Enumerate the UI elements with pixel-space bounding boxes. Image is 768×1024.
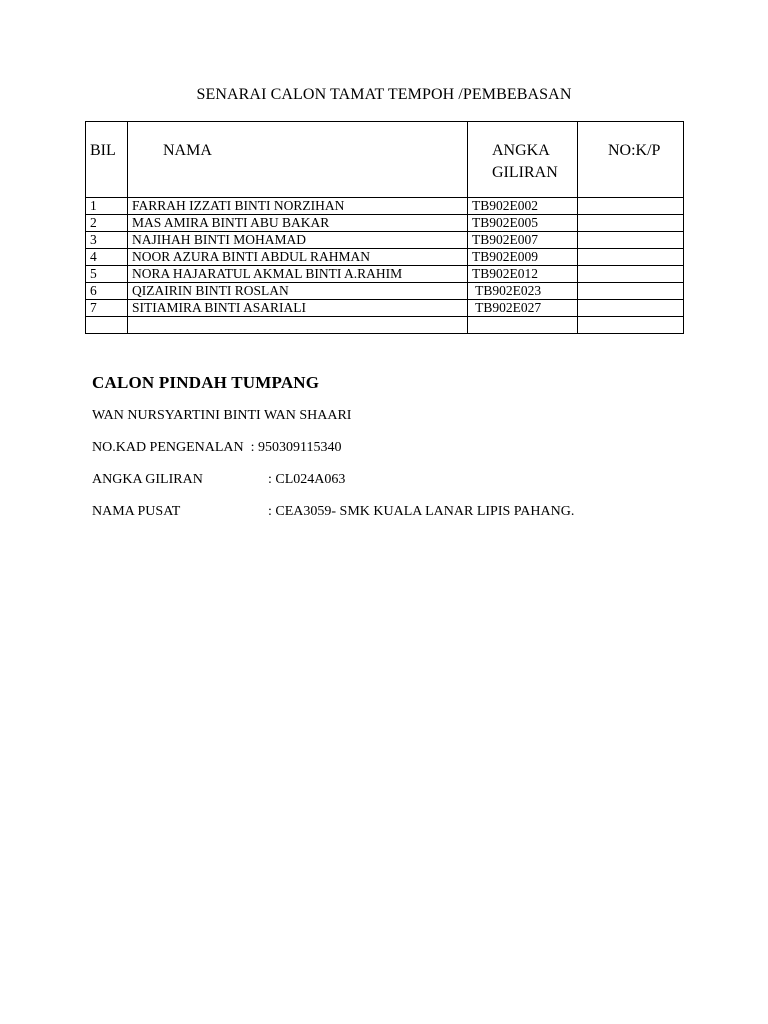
- cell-nama: QIZAIRIN BINTI ROSLAN: [128, 283, 468, 300]
- cell-nokp: [578, 198, 684, 215]
- table-row-empty: [86, 317, 684, 334]
- cell-bil: [86, 317, 128, 334]
- header-nokp: NO:K/P: [578, 122, 684, 198]
- cell-nokp: [578, 232, 684, 249]
- cell-angka: TB902E023: [468, 283, 578, 300]
- cell-bil: 2: [86, 215, 128, 232]
- cell-nama: NOOR AZURA BINTI ABDUL RAHMAN: [128, 249, 468, 266]
- header-angka-giliran: [468, 122, 578, 198]
- transfer-candidate-name: WAN NURSYARTINI BINTI WAN SHAARI: [92, 408, 352, 423]
- ic-line: [92, 440, 342, 456]
- cell-nokp: [578, 249, 684, 266]
- table-row: [86, 249, 684, 266]
- cell-nama: NAJIHAH BINTI MOHAMAD: [128, 232, 468, 249]
- page-title: SENARAI CALON TAMAT TEMPOH /PEMBEBASAN: [196, 86, 572, 103]
- transfer-heading: CALON PINDAH TUMPANG: [92, 373, 320, 392]
- nama-pusat-label: NAMA PUSAT: [92, 504, 181, 519]
- table-row: [86, 300, 684, 317]
- table-row: [86, 266, 684, 283]
- cell-nokp: [578, 215, 684, 232]
- cell-angka: TB902E007: [468, 232, 578, 249]
- cell-nama: SITIAMIRA BINTI ASARIALI: [128, 300, 468, 317]
- cell-bil: 5: [86, 266, 128, 283]
- header-bil: BIL: [86, 122, 128, 198]
- cell-angka: TB902E027: [468, 300, 578, 317]
- table-row: [86, 283, 684, 300]
- cell-bil: 3: [86, 232, 128, 249]
- table-row: [86, 215, 684, 232]
- candidate-table: [85, 121, 684, 334]
- cell-nokp: [578, 266, 684, 283]
- cell-angka: TB902E002: [468, 198, 578, 215]
- cell-angka: TB902E009: [468, 249, 578, 266]
- header-angka-line1: ANGKA: [492, 142, 550, 159]
- cell-nama: FARRAH IZZATI BINTI NORZIHAN: [128, 198, 468, 215]
- table-row: [86, 198, 684, 215]
- cell-angka: TB902E012: [468, 266, 578, 283]
- cell-nokp: [578, 283, 684, 300]
- cell-nama: [128, 317, 468, 334]
- cell-nokp: [578, 300, 684, 317]
- cell-angka: [468, 317, 578, 334]
- cell-nokp: [578, 317, 684, 334]
- angka-giliran-label: ANGKA GILIRAN: [92, 472, 203, 487]
- cell-bil: 6: [86, 283, 128, 300]
- table-header-row: [86, 122, 684, 198]
- angka-giliran-value: : CL024A063: [268, 472, 346, 487]
- nama-pusat-value: : CEA3059- SMK KUALA LANAR LIPIS PAHANG.: [268, 504, 575, 519]
- ic-label: NO.KAD PENGENALAN: [92, 440, 251, 455]
- cell-angka: TB902E005: [468, 215, 578, 232]
- cell-bil: 7: [86, 300, 128, 317]
- header-angka-line2: GILIRAN: [492, 164, 558, 181]
- header-nama: NAMA: [128, 122, 468, 198]
- cell-nama: MAS AMIRA BINTI ABU BAKAR: [128, 215, 468, 232]
- cell-bil: 4: [86, 249, 128, 266]
- nama-pusat-line: [92, 504, 574, 520]
- cell-bil: 1: [86, 198, 128, 215]
- angka-giliran-line: [92, 472, 345, 488]
- table-row: [86, 232, 684, 249]
- ic-value: : 950309115340: [250, 440, 342, 455]
- cell-nama: NORA HAJARATUL AKMAL BINTI A.RAHIM: [128, 266, 468, 283]
